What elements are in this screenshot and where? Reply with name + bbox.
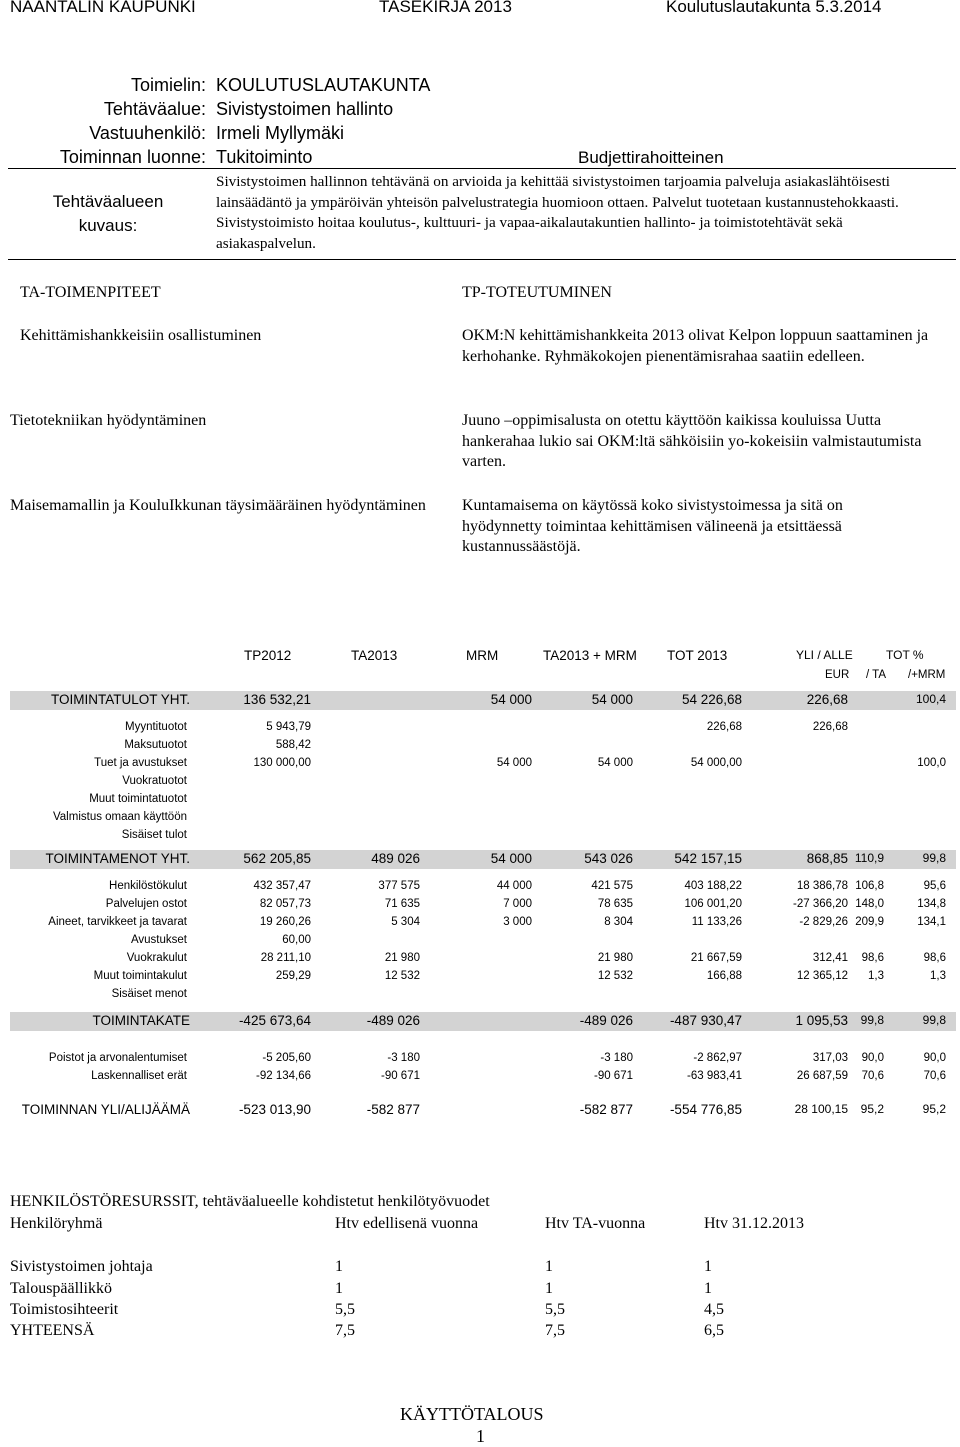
finance-cell: 134,8 — [917, 898, 946, 910]
measure-right-2: Juuno –oppimisalusta on otettu käyttöön kaikissa kouluissa Uutta hankerahaa lukio sai OKM:ltä sähköisiin yo-kokeisiin valmistautumista varten. — [462, 412, 922, 470]
finance-cell: 312,41 — [812, 952, 848, 964]
finance-cell: 489 026 — [371, 851, 420, 866]
finance-cell: 70,6 — [861, 1070, 884, 1082]
finance-cell: 90,0 — [861, 1052, 884, 1064]
task-description: Sivistystoimen hallinnon tehtävänä on arvioida ja kehittää sivistystoimen tarjoamia palveluja asiakaslähtöisesti lainsäädäntö ja ympäröivän yhteisön palvelustrategia huomioon ottaen. Palvelut tuotetaan kustannustehokkaasti. Sivistystoimisto hoitaa koulutus-, kulttuuri- ja vapaa-aikalautakuntien hallinto- ja toimistotehtävät sekä asiakaspalvelun. — [216, 173, 899, 252]
finance-cell: 110,9 — [854, 851, 884, 865]
finance-cell: -2 862,97 — [693, 1052, 742, 1064]
finance-cell: 134,1 — [917, 916, 946, 928]
divider-top — [8, 168, 956, 169]
personnel-cell: 5,5 — [335, 1301, 355, 1318]
finance-row-label: Myyntituotot — [125, 721, 187, 733]
nature-value: Tukitoiminto — [216, 147, 313, 167]
finance-cell: 95,6 — [923, 880, 946, 892]
finance-cell: 562 205,85 — [243, 851, 311, 866]
finance-cell: 11 133,26 — [691, 916, 742, 928]
finance-cell: 78 635 — [597, 898, 633, 910]
finance-cell: 100,0 — [917, 757, 946, 769]
finance-cell: 432 357,47 — [253, 880, 311, 892]
personnel-cell: 7,5 — [335, 1322, 355, 1339]
finance-cell: 3 000 — [503, 916, 532, 928]
finance-cell: 1,3 — [930, 970, 946, 982]
finance-row-label: Sisäiset tulot — [121, 829, 187, 841]
measure-left-1: Kehittämishankkeisiin osallistuminen — [20, 327, 262, 344]
finance-cell: 166,88 — [706, 970, 742, 982]
person-label: Vastuuhenkilö: — [89, 123, 206, 143]
finance-cell: 21 667,59 — [690, 952, 742, 964]
finance-cell: 377 575 — [378, 880, 420, 892]
personnel-cell: 1 — [335, 1280, 343, 1297]
finance-cell: 54 000 — [490, 851, 532, 866]
finance-cell: 1 095,53 — [795, 1013, 848, 1028]
finance-header-6: YLI / ALLE — [796, 648, 853, 662]
finance-row-label: TOIMINNAN YLI/ALIJÄÄMÄ — [21, 1102, 190, 1117]
finance-cell: 106,8 — [855, 880, 884, 892]
finance-cell: -27 366,20 — [793, 898, 848, 910]
finance-cell: -90 671 — [380, 1070, 420, 1082]
footer-page: 1 — [476, 1426, 485, 1446]
finance-row-label: Tuet ja avustukset — [94, 757, 187, 769]
finance-cell: 26 687,59 — [796, 1070, 848, 1082]
finance-cell: 543 026 — [584, 851, 633, 866]
finance-cell: 99,8 — [860, 1013, 884, 1027]
finance-row-label: Laskennalliset erät — [91, 1070, 187, 1082]
finance-cell: -582 877 — [366, 1102, 420, 1117]
finance-cell: 226,68 — [812, 721, 848, 733]
personnel-title: HENKILÖSTÖRESURSSIT, tehtäväalueelle kohdistetut henkilötyövuodet — [10, 1193, 490, 1210]
finance-row-label: Henkilöstökulut — [109, 880, 187, 892]
personnel-row-label: Toimistosihteerit — [10, 1301, 119, 1318]
finance-cell: -92 134,66 — [256, 1070, 311, 1082]
finance-row-label: Maksutuotot — [124, 739, 187, 751]
finance-cell: 98,6 — [861, 952, 884, 964]
finance-cell: 54 226,68 — [681, 692, 742, 707]
finance-cell: 54 000 — [591, 692, 633, 707]
finance-row-label: Vuokrakulut — [126, 952, 187, 964]
finance-row-label: Vuokratuotot — [122, 775, 187, 787]
finance-header-5: TOT 2013 — [667, 648, 728, 663]
personnel-row-label: Talouspäällikkö — [10, 1280, 112, 1297]
finance-cell: 60,00 — [282, 934, 311, 946]
nature-label: Toiminnan luonne: — [59, 147, 206, 167]
finance-cell: 7 000 — [503, 898, 532, 910]
city-name: NAANTALIN KAUPUNKI — [10, 0, 196, 16]
personnel-header-ta: Htv TA-vuonna — [545, 1215, 646, 1232]
finance-row-label: Valmistus omaan käyttöön — [52, 811, 187, 823]
book-title: TASEKIRJA 2013 — [379, 0, 512, 16]
finance-header-7: TOT % — [886, 648, 924, 662]
finance-cell: 12 532 — [597, 970, 633, 982]
finance-cell: 106 001,20 — [684, 898, 742, 910]
finance-cell: 19 260,26 — [259, 916, 311, 928]
finance-cell: 54 000 — [496, 757, 532, 769]
desc-label-2: kuvaus: — [78, 216, 138, 235]
finance-row-label: TOIMINTATULOT YHT. — [50, 692, 190, 707]
finance-row-label: Palvelujen ostot — [105, 898, 187, 910]
finance-cell: 21 980 — [597, 952, 633, 964]
personnel-cell: 1 — [545, 1280, 553, 1297]
personnel-cell: 7,5 — [545, 1322, 565, 1339]
finance-cell: 70,6 — [923, 1070, 946, 1082]
finance-cell: 44 000 — [496, 880, 532, 892]
finance-subheader-1: EUR — [825, 669, 850, 681]
finance-cell: 71 635 — [384, 898, 420, 910]
finance-cell: 82 057,73 — [259, 898, 311, 910]
finance-cell: -2 829,26 — [799, 916, 848, 928]
finance-cell: 136 532,21 — [243, 692, 311, 707]
finance-cell: -3 180 — [387, 1052, 420, 1064]
measure-right-1: OKM:N kehittämishankkeita 2013 olivat Kelpon loppuun saattaminen ja kerhohanke. Ryhmäkokojen pienentämisrahaa saatiin edelleen. — [462, 327, 929, 365]
personnel-header-prev: Htv edellisenä vuonna — [335, 1215, 479, 1232]
finance-cell: -489 026 — [579, 1013, 633, 1028]
personnel-cell: 6,5 — [704, 1322, 724, 1339]
personnel-row-label: YHTEENSÄ — [10, 1322, 95, 1339]
finance-cell: 8 304 — [604, 916, 633, 928]
organ-label: Toimielin: — [130, 75, 206, 95]
finance-cell: 209,9 — [855, 916, 884, 928]
finance-cell: 226,68 — [806, 692, 848, 707]
finance-cell: 90,0 — [923, 1052, 946, 1064]
finance-cell: 18 386,78 — [796, 880, 848, 892]
finance-cell: -425 673,64 — [238, 1013, 311, 1028]
finance-header-4: TA2013 + MRM — [543, 648, 637, 663]
finance-cell: -582 877 — [579, 1102, 633, 1117]
finance-cell: 100,4 — [915, 692, 946, 706]
finance-cell: 12 532 — [384, 970, 420, 982]
personnel-header-current: Htv 31.12.2013 — [704, 1215, 804, 1232]
finance-row-label: Poistot ja arvonalentumiset — [48, 1052, 187, 1064]
measure-right-3: Kuntamaisema on käytössä koko sivistystoimessa ja sitä on hyödynnetty toimintaa kehittämisen välineenä ja etsittäessä kustannussäästöjä. — [462, 497, 843, 555]
finance-cell: -3 180 — [600, 1052, 633, 1064]
area-label: Tehtäväalue: — [103, 99, 206, 119]
finance-cell: 28 211,10 — [260, 952, 311, 964]
finance-cell: 5 943,79 — [266, 721, 311, 733]
measure-left-3: Maisemamallin ja KouluIkkunan täysimääräinen hyödyntäminen — [10, 497, 426, 514]
finance-cell: 317,03 — [812, 1052, 848, 1064]
finance-subheader-2: / TA — [866, 669, 887, 681]
finance-cell: 28 100,15 — [794, 1102, 848, 1116]
personnel-cell: 5,5 — [545, 1301, 565, 1318]
finance-cell: -554 776,85 — [669, 1102, 742, 1117]
finance-cell: 542 157,15 — [674, 851, 742, 866]
committee-date: Koulutuslautakunta 5.3.2014 — [666, 0, 882, 16]
finance-cell: 99,8 — [922, 851, 946, 865]
finance-cell: 54 000 — [490, 692, 532, 707]
finance-cell: 98,6 — [923, 952, 946, 964]
personnel-header-group: Henkilöryhmä — [10, 1215, 103, 1232]
finance-cell: 5 304 — [391, 916, 420, 928]
finance-cell: 95,2 — [922, 1102, 946, 1116]
budget-type: Budjettirahoitteinen — [578, 148, 724, 167]
finance-subheader-3: /+MRM — [908, 669, 946, 681]
finance-row-label: Aineet, tarvikkeet ja tavarat — [48, 916, 187, 928]
finance-header-3: MRM — [466, 648, 499, 663]
finance-row-label: Sisäiset menot — [111, 988, 187, 1000]
finance-cell: -487 930,47 — [669, 1013, 742, 1028]
finance-cell: 54 000,00 — [690, 757, 742, 769]
finance-header-2: TA2013 — [351, 648, 398, 663]
finance-cell: 54 000 — [597, 757, 633, 769]
measures-left-heading: TA-TOIMENPITEET — [20, 284, 161, 301]
measure-left-2: Tietotekniikan hyödyntäminen — [10, 412, 207, 429]
personnel-row-label: Sivistystoimen johtaja — [10, 1258, 153, 1275]
divider-bottom — [8, 259, 956, 260]
personnel-cell: 1 — [335, 1258, 343, 1275]
finance-cell: 259,29 — [275, 970, 311, 982]
finance-cell: 403 188,22 — [684, 880, 742, 892]
measures-right-heading: TP-TOTEUTUMINEN — [462, 284, 612, 301]
finance-row-label: Avustukset — [130, 934, 187, 946]
finance-cell: 421 575 — [591, 880, 633, 892]
personnel-cell: 4,5 — [704, 1301, 724, 1318]
finance-cell: 99,8 — [922, 1013, 946, 1027]
finance-cell: 12 365,12 — [796, 970, 848, 982]
finance-header-1: TP2012 — [244, 648, 292, 663]
organ-value: KOULUTUSLAUTAKUNTA — [216, 75, 431, 95]
finance-cell: -489 026 — [366, 1013, 420, 1028]
finance-cell: -5 205,60 — [262, 1052, 311, 1064]
finance-cell: 21 980 — [384, 952, 420, 964]
finance-cell: 588,42 — [275, 739, 311, 751]
personnel-cell: 1 — [545, 1258, 553, 1275]
finance-row-label: TOIMINTAKATE — [92, 1013, 190, 1028]
area-value: Sivistystoimen hallinto — [216, 99, 394, 119]
finance-row-label: Muut toimintakulut — [93, 970, 187, 982]
finance-cell: -90 671 — [593, 1070, 633, 1082]
finance-cell: 1,3 — [868, 970, 884, 982]
finance-cell: 95,2 — [860, 1102, 884, 1116]
finance-cell: -523 013,90 — [238, 1102, 311, 1117]
finance-row-label: Muut toimintatuotot — [89, 793, 187, 805]
personnel-cell: 1 — [704, 1258, 712, 1275]
footer-section: KÄYTTÖTALOUS — [400, 1404, 544, 1424]
desc-label-1: Tehtäväalueen — [52, 192, 164, 211]
finance-cell: 130 000,00 — [253, 757, 311, 769]
finance-cell: 148,0 — [855, 898, 884, 910]
finance-cell: 226,68 — [706, 721, 742, 733]
finance-cell: -63 983,41 — [687, 1070, 742, 1082]
person-value: Irmeli Myllymäki — [216, 123, 344, 143]
personnel-cell: 1 — [704, 1280, 712, 1297]
finance-cell: 868,85 — [806, 851, 848, 866]
finance-row-label: TOIMINTAMENOT YHT. — [45, 851, 190, 866]
